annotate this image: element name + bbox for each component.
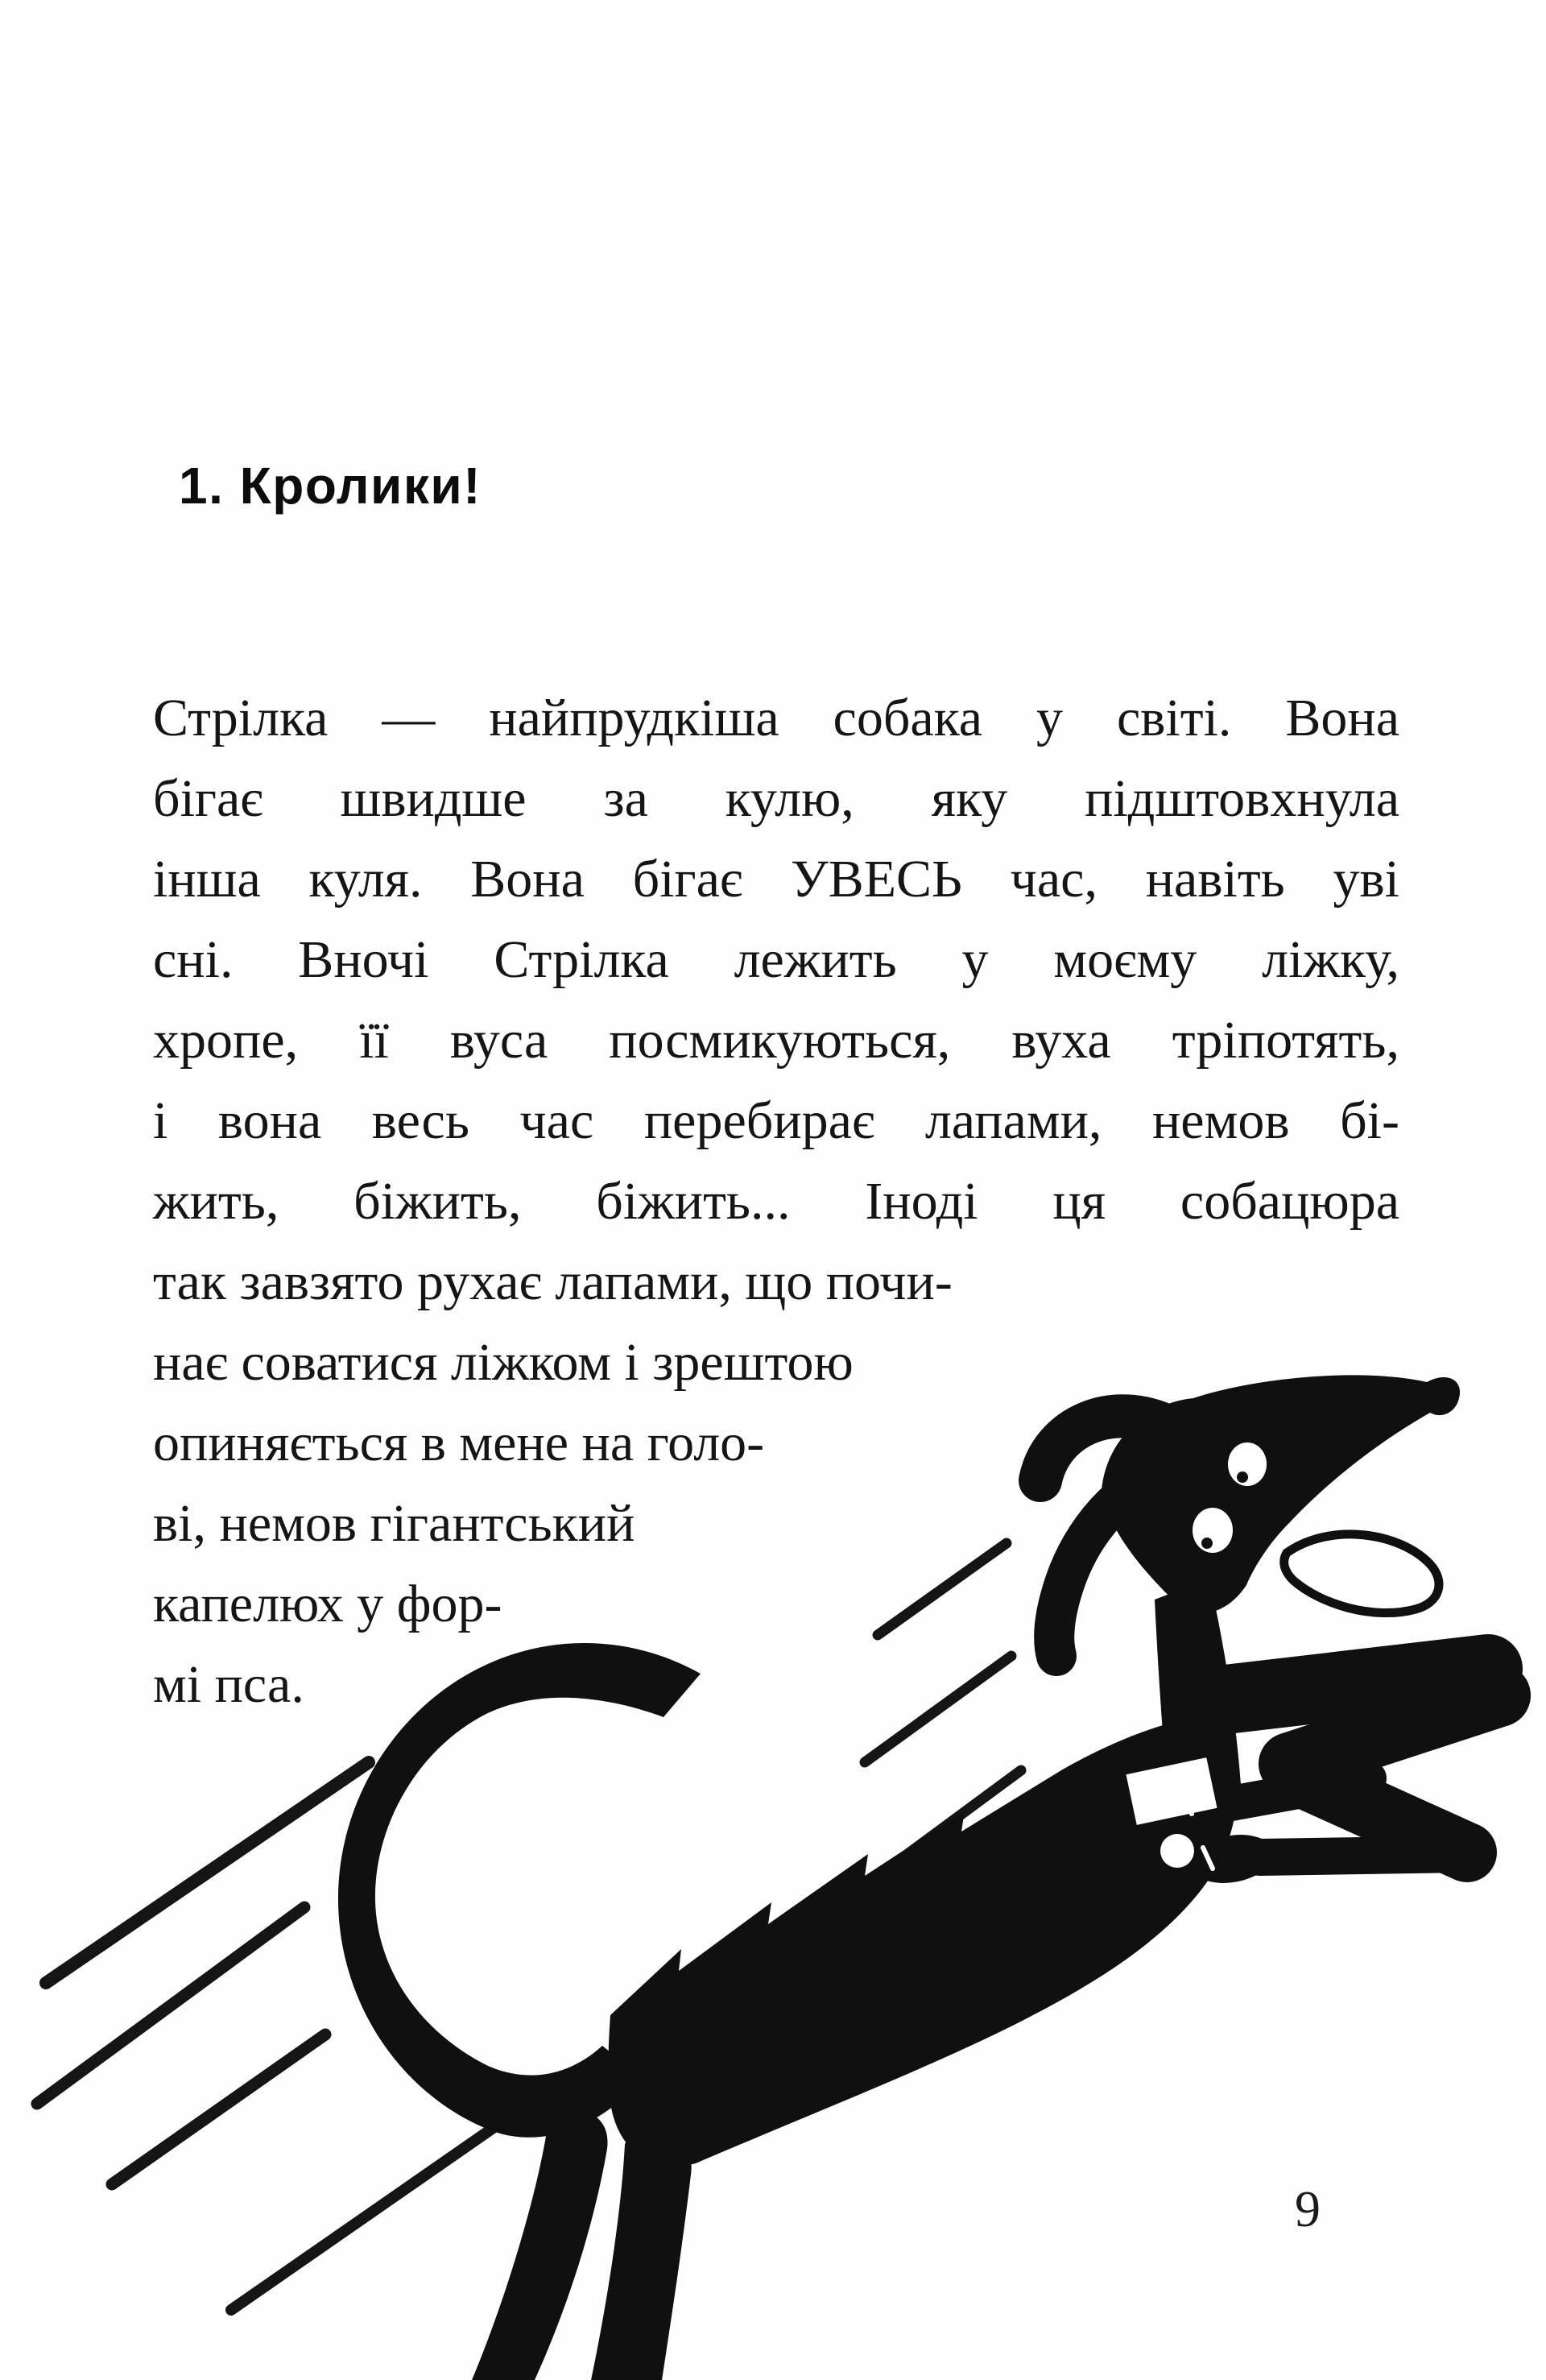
speed-line	[37, 1907, 304, 2104]
dog-front-leg	[1259, 1854, 1461, 1857]
text-line: нає соватися ліжком і зрештою	[153, 1333, 854, 1392]
collar-tag	[1160, 1834, 1194, 1868]
text-line: сні. Вночі Стрілка лежить у моєму ліжку,	[153, 930, 1399, 989]
dog-front-leg	[1298, 1776, 1467, 1852]
text-line: інша куля. Вона бігає УВЕСЬ час, навіть уві	[153, 850, 1399, 909]
text-line: опиняється в мене на голо-	[153, 1414, 765, 1472]
story-paragraph	[153, 678, 1399, 1725]
dog-rear-leg	[472, 2104, 608, 2380]
text-line: ві, немов гігантський	[153, 1494, 635, 1553]
dog-front-leg	[1227, 1778, 1369, 1804]
dog-collar	[1126, 1757, 1217, 1868]
speed-line	[855, 1770, 1021, 1893]
text-line: мі пса.	[153, 1655, 304, 1714]
text-line: хропе, її вуса посмикуються, вуха тріпотять,	[153, 1011, 1399, 1070]
speed-line	[46, 1762, 369, 1983]
dog-rear-leg	[591, 2125, 692, 2380]
dog-body	[608, 1704, 1238, 2167]
text-line: Стрілка — найпрудкіша собака у світі. Вона	[153, 689, 1399, 747]
text-line: і вона весь час перебирає лапами, немов бі-	[153, 1091, 1399, 1150]
chapter-title: 1. Кролики!	[179, 457, 482, 515]
text-line: так завзято рухає лапами, що почи-	[153, 1252, 953, 1311]
speed-line	[112, 2034, 325, 2184]
paw-toe-line	[1203, 1848, 1213, 1869]
page-number: 9	[1295, 2180, 1321, 2237]
speed-line	[231, 2121, 502, 2310]
text-line: бігає швидше за кулю, яку підштовхнула	[153, 769, 1399, 828]
collar-band	[1126, 1757, 1217, 1825]
dog-paw	[1165, 1775, 1250, 1836]
text-line: капелюх у фор-	[153, 1575, 502, 1633]
text-line: жить, біжить, біжить... Іноді ця собацюра	[153, 1172, 1399, 1231]
paw-toe-line	[1182, 1794, 1192, 1814]
dog-paw	[1187, 1828, 1277, 1889]
speed-lines-tail	[37, 1762, 502, 2310]
dog-paws	[1165, 1775, 1277, 1889]
